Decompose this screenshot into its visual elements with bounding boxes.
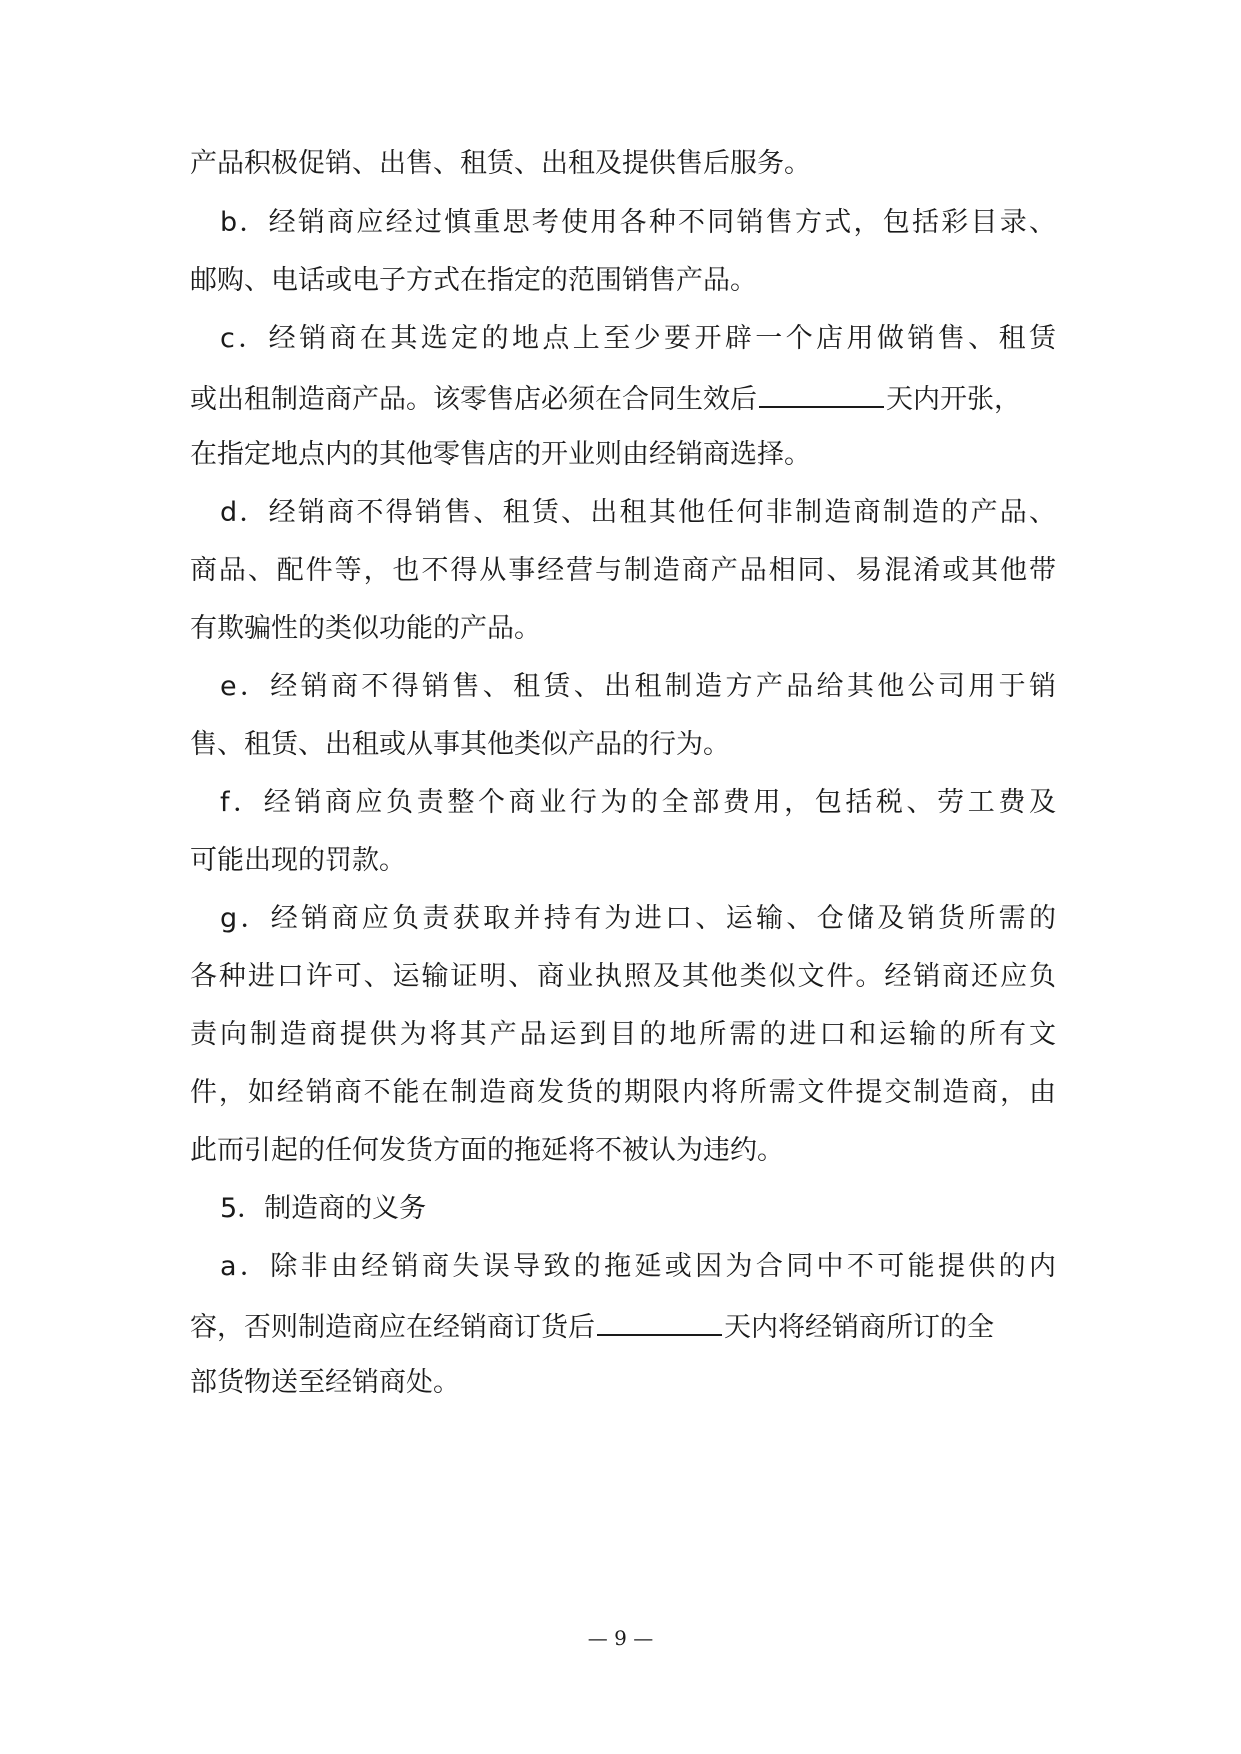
paragraph-line: c．经销商在其选定的地点上至少要开辟一个店用做销售、租赁: [220, 323, 1056, 354]
paragraph-line: 此而引起的任何发货方面的拖延将不被认为违约。: [190, 1135, 784, 1166]
paragraph-line: 各种进口许可、运输证明、商业执照及其他类似文件。经销商还应负: [190, 961, 1056, 992]
paragraph-line: e．经销商不得销售、租赁、出租制造方产品给其他公司用于销: [220, 671, 1056, 702]
line-text: 天内将经销商所订的全: [724, 1312, 994, 1343]
paragraph-line-with-blank: [190, 1308, 1056, 1345]
paragraph-line: 产品积极促销、出售、租赁、出租及提供售后服务。: [190, 148, 811, 179]
paragraph-line: 责向制造商提供为将其产品运到目的地所需的进口和运输的所有文: [190, 1019, 1056, 1050]
paragraph-line: 部货物送至经销商处。: [190, 1367, 460, 1398]
paragraph-line: 件，如经销商不能在制造商发货的期限内将所需文件提交制造商，由: [190, 1077, 1056, 1108]
line-text: 容，否则制造商应在经销商订货后: [190, 1312, 595, 1343]
line-text: 或出租制造商产品。该零售店必须在合同生效后: [190, 384, 757, 415]
line-text: 天内开张，: [886, 384, 1021, 415]
paragraph-line: b．经销商应经过慎重思考使用各种不同销售方式，包括彩目录、: [220, 207, 1056, 238]
paragraph-line: 可能出现的罚款。: [190, 845, 406, 876]
paragraph-line: 在指定地点内的其他零售店的开业则由经销商选择。: [190, 439, 811, 470]
section-heading: 5．制造商的义务: [220, 1193, 427, 1224]
paragraph-line-with-blank: [190, 380, 1056, 417]
paragraph-line: 售、租赁、出租或从事其他类似产品的行为。: [190, 729, 730, 760]
paragraph-line: d．经销商不得销售、租赁、出租其他任何非制造商制造的产品、: [220, 497, 1056, 528]
paragraph-line: g．经销商应负责获取并持有为进口、运输、仓储及销货所需的: [220, 903, 1056, 934]
paragraph-line: 邮购、电话或电子方式在指定的范围销售产品。: [190, 265, 757, 296]
paragraph-line: 有欺骗性的类似功能的产品。: [190, 613, 541, 644]
page-number: — 9 —: [587, 1626, 654, 1650]
paragraph-line: f．经销商应负责整个商业行为的全部费用，包括税、劳工费及: [220, 787, 1056, 818]
fill-in-blank[interactable]: [597, 1308, 722, 1336]
paragraph-line: a．除非由经销商失误导致的拖延或因为合同中不可能提供的内: [220, 1251, 1056, 1282]
paragraph-line: 商品、配件等，也不得从事经营与制造商产品相同、易混淆或其他带: [190, 555, 1056, 586]
fill-in-blank[interactable]: [759, 380, 884, 408]
